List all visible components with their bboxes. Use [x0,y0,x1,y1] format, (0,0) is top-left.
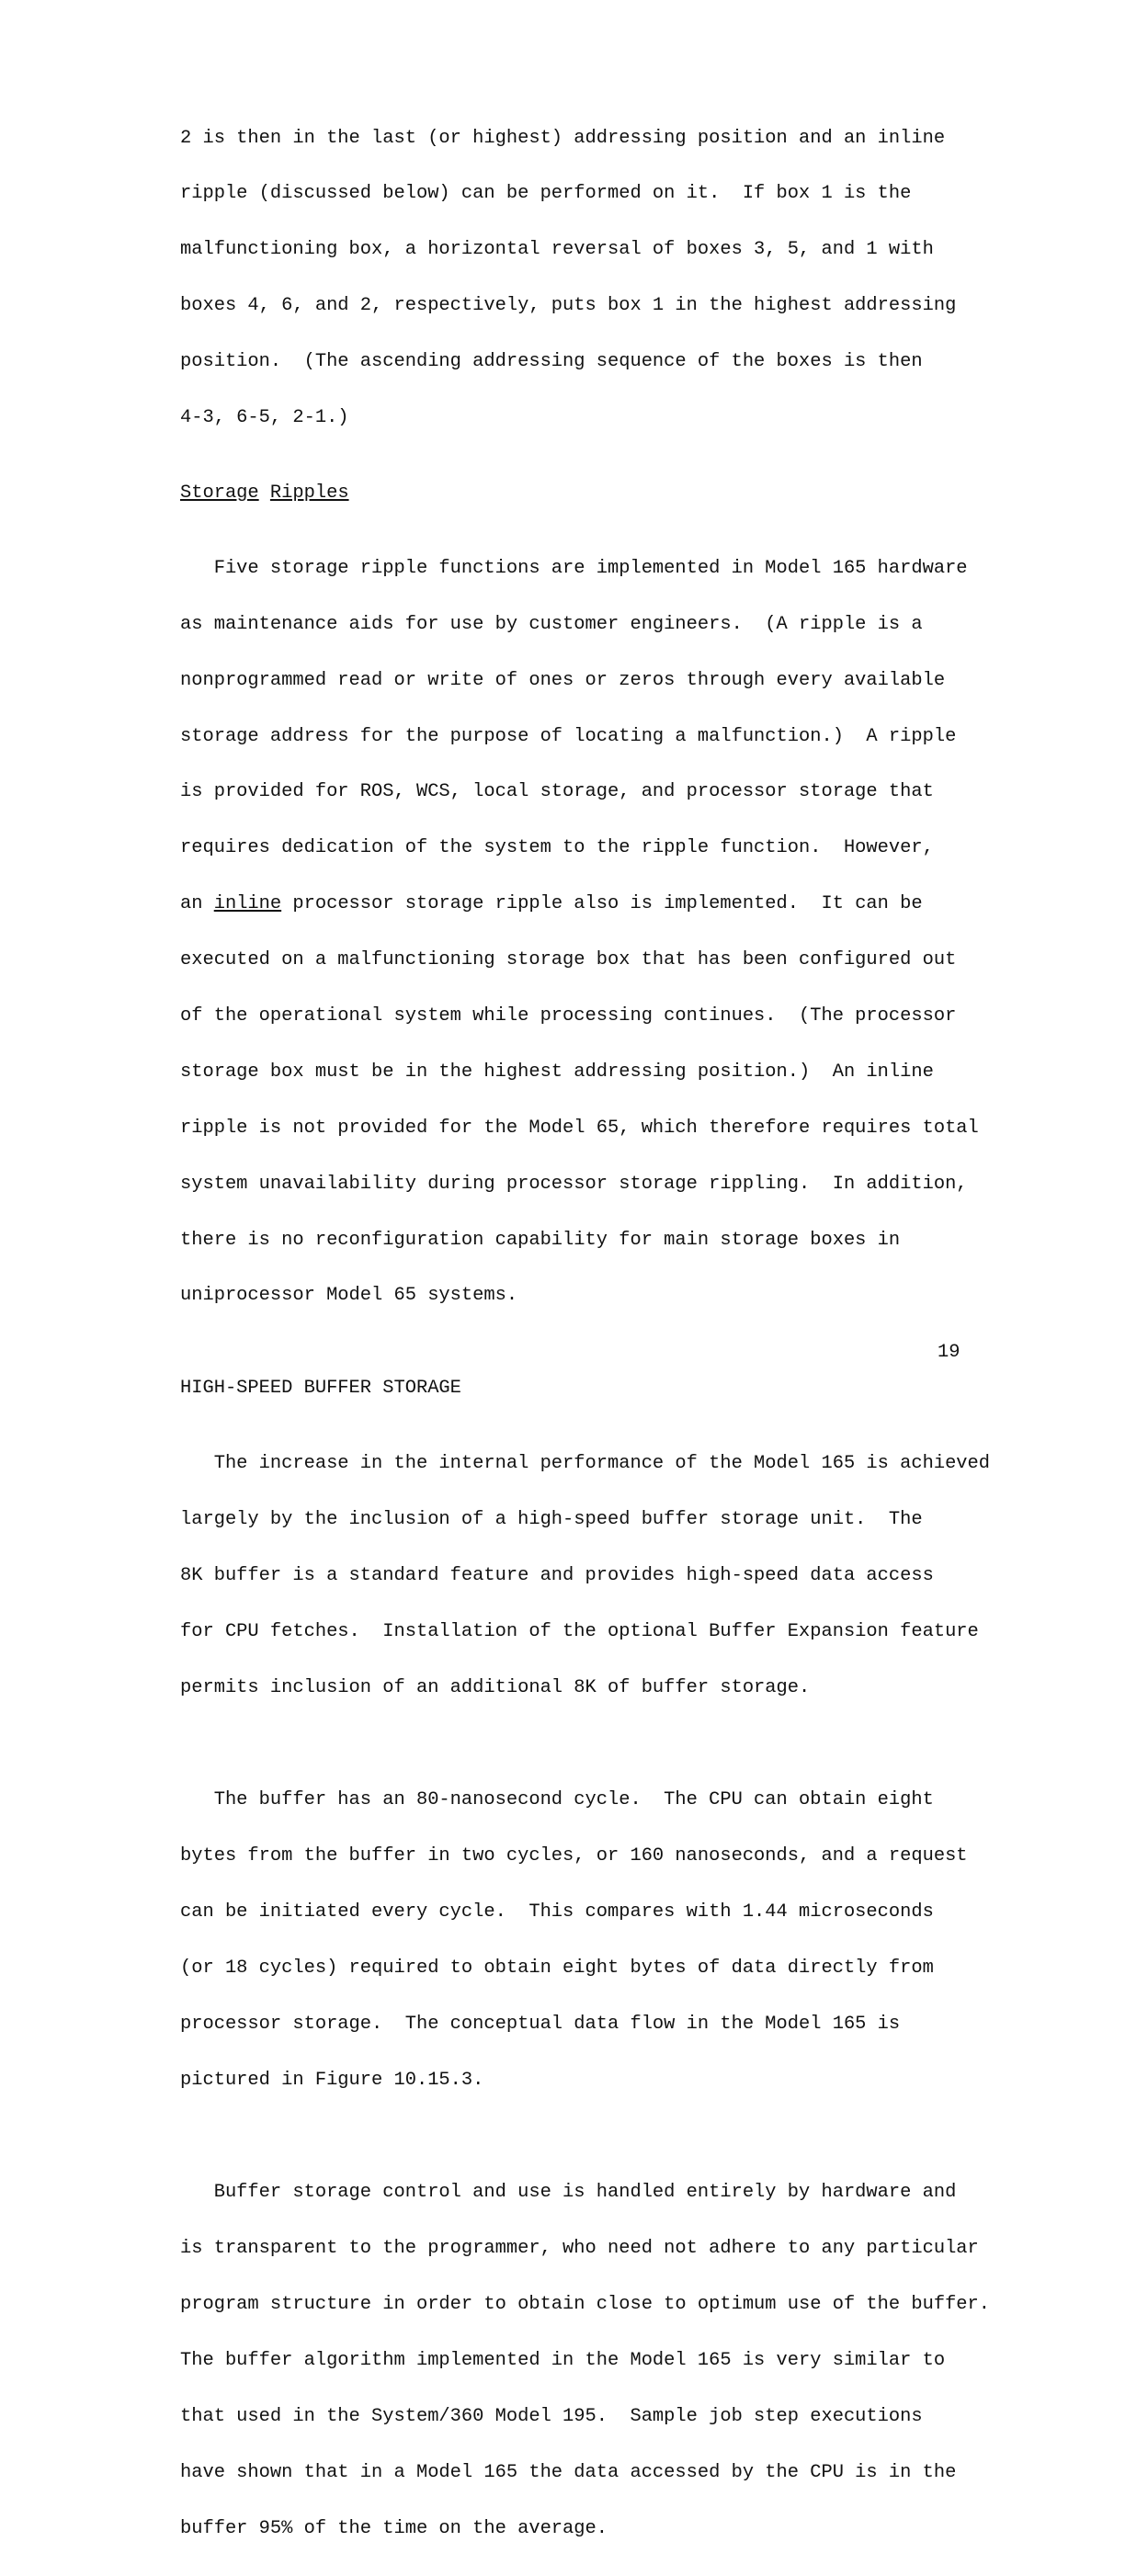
text-line: (or 18 cycles) required to obtain eight bytes of data directly from [180,1957,934,1979]
text-line: boxes 4, 6, and 2, respectively, puts box 1 in the highest addressing [180,295,957,317]
spacer [180,1735,989,1754]
document-page [180,92,989,2575]
intro-paragraph [180,92,989,465]
buffer-paragraph-1 [180,1418,989,1735]
text-line: buffer 95% of the time on the average. [180,2517,608,2539]
storage-ripples-heading [180,484,989,503]
high-speed-buffer-heading: HIGH-SPEED BUFFER STORAGE [180,1378,461,1400]
text-line: of the operational system while processing continues. (The processor [180,1004,957,1027]
text-line: storage address for the purpose of locating a malfunction.) A ripple [180,725,957,747]
text-line: for CPU fetches. Installation of the optional Buffer Expansion feature [180,1620,979,1642]
text-line: The increase in the internal performance of the Model 165 is achieved [180,1453,991,1475]
text-line: permits inclusion of an additional 8K of buffer storage. [180,1676,811,1698]
text-line: position. (The ascending addressing sequence of the boxes is then [180,351,923,373]
text-line: The buffer algorithm implemented in the Model 165 is very similar to [180,2349,946,2371]
text-line: bytes from the buffer in two cycles, or 160 nanoseconds, and a request [180,1845,968,1867]
text-line: 8K buffer is a standard feature and provides high-speed data access [180,1564,934,1586]
text-line: malfunctioning box, a horizontal reversal of boxes 3, 5, and 1 with [180,239,934,261]
spacer [180,503,989,522]
heading-word: Storage [180,482,259,504]
text-line: ripple (discussed below) can be performed on it. If box 1 is the [180,183,912,205]
text-line: processor storage. The conceptual data flow in the Model 165 is [180,2013,901,2035]
text-line: Buffer storage control and use is handled entirely by hardware and [180,2182,957,2204]
text-line: that used in the System/360 Model 195. Sample job step executions [180,2405,923,2427]
text-line: can be initiated every cycle. This compares with 1.44 microseconds [180,1901,934,1923]
text-line: there is no reconfiguration capability for main storage boxes in [180,1229,901,1251]
text-line: Five storage ripple functions are implemented in Model 165 hardware [180,557,968,579]
spacer [180,465,989,484]
text-line: as maintenance aids for use by customer engineers. (A ripple is a [180,613,923,635]
text-line: largely by the inclusion of a high-speed buffer storage unit. The [180,1509,923,1531]
text-line: ripple is not provided for the Model 65, which therefore requires total [180,1117,979,1139]
text-line: The buffer has an 80-nanosecond cycle. The CPU can obtain eight [180,1789,934,1811]
buffer-paragraph-3 [180,2147,989,2576]
text-line: nonprogrammed read or write of ones or zeros through every available [180,669,946,691]
underlined-term: inline [213,893,282,915]
spacer [180,2128,989,2147]
storage-ripples-paragraph [180,522,989,1343]
text-fragment: an [180,893,214,915]
heading-word: Ripples [269,482,349,504]
text-line: is provided for ROS, WCS, local storage, and processor storage that [180,781,934,803]
spacer [180,1399,989,1418]
text-fragment: processor storage ripple also is implemented. It can be [281,893,923,915]
text-line: 2 is then in the last (or highest) addressing position and an inline [180,127,946,149]
text-line: requires dedication of the system to the ripple function. However, [180,837,934,859]
text-line: system unavailability during processor storage rippling. In addition, [180,1173,968,1195]
page-number: 19 [938,1342,960,1363]
text-line: program structure in order to obtain close to optimum use of the buffer. [180,2293,991,2315]
text-line: have shown that in a Model 165 the data accessed by the CPU is in the [180,2461,957,2483]
text-line [180,895,989,914]
spacer [180,1343,989,1379]
text-line: executed on a malfunctioning storage box that has been configured out [180,949,957,971]
text-line: uniprocessor Model 65 systems. [180,1285,518,1307]
buffer-paragraph-2 [180,1754,989,2128]
text-line: 4-3, 6-5, 2-1.) [180,407,349,429]
text-line: pictured in Figure 10.15.3. [180,2069,484,2091]
text-line: storage box must be in the highest addressing position.) An inline [180,1061,934,1083]
text-line: is transparent to the programmer, who need not adhere to any particular [180,2238,979,2260]
